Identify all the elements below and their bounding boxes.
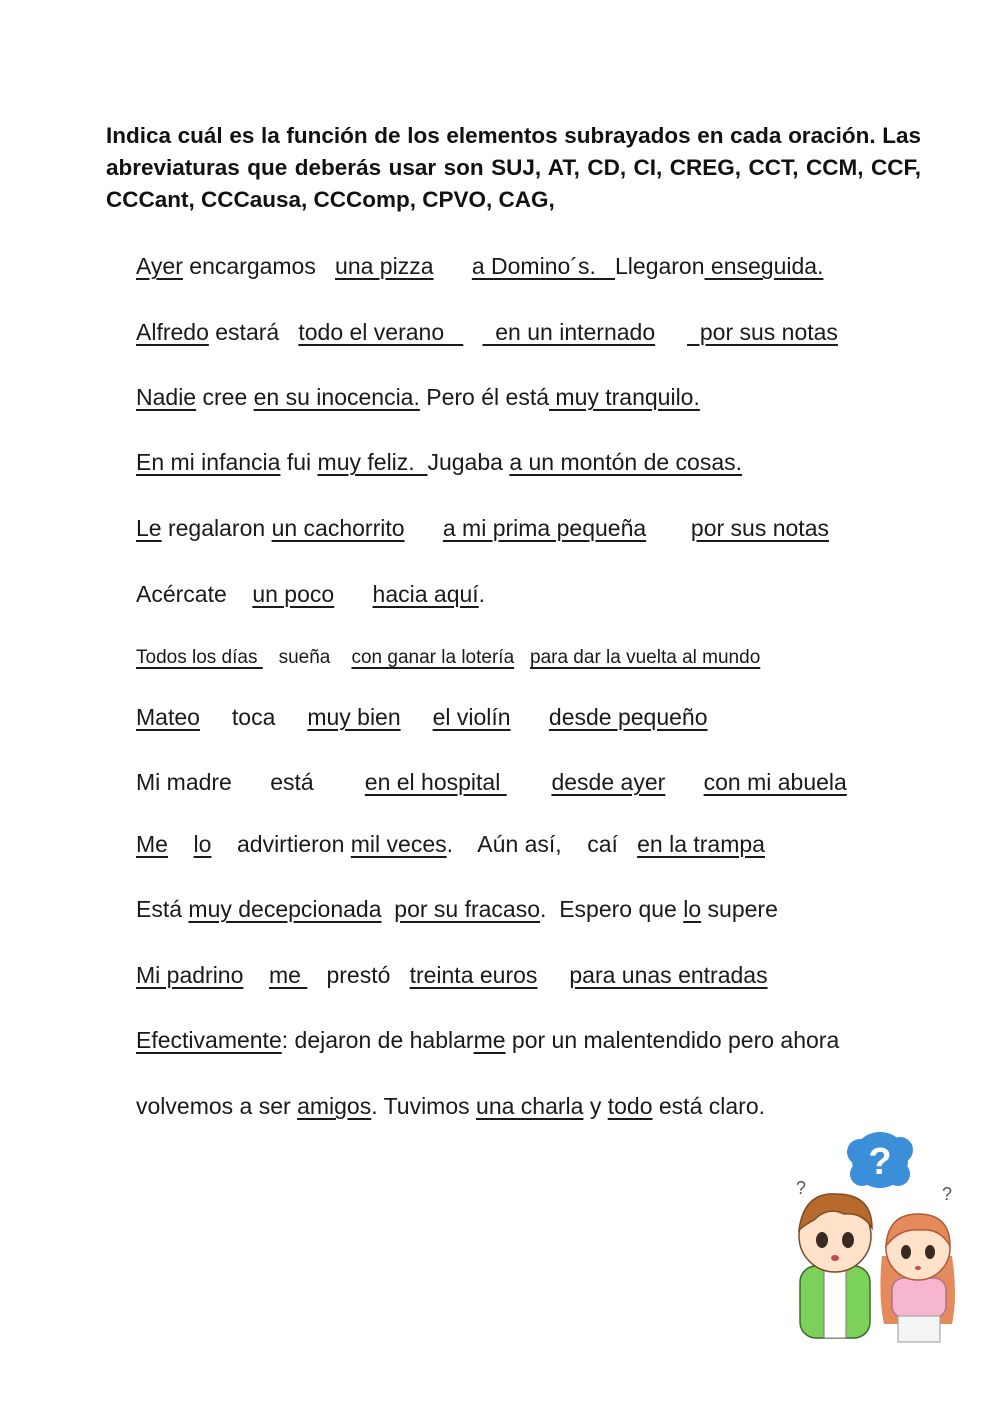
sentence-text: : dejaron de hablar <box>281 1027 474 1053</box>
underlined-element: por sus notas <box>687 319 838 345</box>
sentence-text: Está <box>136 896 189 922</box>
underlined-element: lo <box>193 831 212 857</box>
underlined-element: amigos <box>297 1093 372 1119</box>
sentence-text: advirtieron <box>211 831 351 857</box>
small-question-mark-right: ? <box>942 1184 953 1204</box>
sentence-text <box>507 769 552 795</box>
sentence-text <box>382 896 395 922</box>
underlined-element: con ganar la lotería <box>351 647 515 668</box>
sentence-2 <box>136 318 838 346</box>
sentence-text: . Tuvimos <box>371 1093 477 1119</box>
underlined-element: todo el verano <box>298 319 464 345</box>
sentence-5 <box>136 514 829 542</box>
underlined-element: en el hospital <box>364 769 507 795</box>
underlined-element: para dar la vuelta al mundo <box>530 647 761 668</box>
sentence-text: Jugaba <box>427 449 510 475</box>
instructions-text: Indica cuál es la función de los elementos subrayados en cada oración. Las abreviaturas que deberás usar son SUJ, AT, CD, CI, CREG, CCT, CCM, CCF, CCCant, CCCausa, CCComp, CPVO, CAG, <box>106 123 921 212</box>
sentence-13 <box>136 1026 839 1054</box>
sentence-12 <box>136 961 768 989</box>
underlined-element: el violín <box>432 704 511 730</box>
sentence-text <box>434 253 472 279</box>
girl-figure-icon <box>880 1214 955 1342</box>
underlined-element: para unas entradas <box>569 962 768 988</box>
sentence-text: toca <box>199 704 308 730</box>
underlined-element: Efectivamente <box>136 1027 282 1053</box>
underlined-element: un poco <box>252 581 335 607</box>
sentence-text: cree <box>196 384 254 410</box>
underlined-element: me <box>268 962 308 988</box>
sentence-text <box>514 647 530 668</box>
underlined-element: Me <box>136 831 168 857</box>
underlined-element: mil veces <box>350 831 447 857</box>
sentence-text <box>405 515 443 541</box>
sentence-text <box>401 704 433 730</box>
sentence-text: . <box>478 581 486 607</box>
sentence-text <box>511 704 549 730</box>
underlined-element: muy bien <box>307 704 401 730</box>
sentence-text: y <box>583 1093 608 1119</box>
underlined-element: muy tranquilo. <box>549 384 700 410</box>
sentence-text: Llegaron <box>615 253 705 279</box>
underlined-element: muy feliz. <box>317 449 428 475</box>
underlined-element: enseguida. <box>704 253 824 279</box>
sentence-1 <box>136 252 823 280</box>
underlined-element: me <box>473 1027 506 1053</box>
sentence-text <box>243 962 269 988</box>
sentence-text <box>537 962 569 988</box>
underlined-element: un cachorrito <box>271 515 405 541</box>
underlined-element: Todos los días <box>136 647 263 668</box>
underlined-element: por su fracaso <box>394 896 541 922</box>
sentence-text: . Espero que <box>540 896 684 922</box>
sentence-text <box>463 319 482 345</box>
underlined-element: Ayer <box>136 253 183 279</box>
underlined-element: a un montón de cosas. <box>509 449 743 475</box>
underlined-element: con mi abuela <box>703 769 847 795</box>
sentence-text: supere <box>701 896 778 922</box>
underlined-element: en la trampa <box>637 831 765 857</box>
underlined-element: una charla <box>476 1093 584 1119</box>
sentence-text: Acércate <box>136 581 253 607</box>
sentence-10 <box>136 830 765 858</box>
sentence-4 <box>136 448 742 476</box>
underlined-element: En mi infancia <box>136 449 281 475</box>
small-question-mark-left: ? <box>796 1178 807 1198</box>
underlined-element: Mateo <box>136 704 200 730</box>
underlined-element: en su inocencia. <box>253 384 420 410</box>
sentence-7 <box>136 644 760 672</box>
sentence-11 <box>136 895 778 923</box>
sentence-text <box>168 831 194 857</box>
sentence-text: estará <box>208 319 299 345</box>
sentence-14 <box>136 1092 765 1120</box>
sentence-text: está claro. <box>652 1093 765 1119</box>
underlined-element: treinta euros <box>409 962 538 988</box>
question-mark: ? <box>868 1141 892 1183</box>
underlined-element: desde ayer <box>551 769 666 795</box>
underlined-element: una pizza <box>335 253 434 279</box>
sentence-9 <box>136 768 847 796</box>
underlined-element: Nadie <box>136 384 197 410</box>
sentence-text <box>665 769 703 795</box>
sentence-text <box>655 319 687 345</box>
sentence-text: por un malentendido pero ahora <box>505 1027 840 1053</box>
sentence-text: encargamos <box>182 253 336 279</box>
sentence-text: regalaron <box>161 515 272 541</box>
sentence-text: prestó <box>307 962 410 988</box>
sentence-text <box>646 515 691 541</box>
boy-figure-icon <box>799 1194 872 1338</box>
underlined-element: Mi padrino <box>136 962 244 988</box>
sentence-text: Mi madre está <box>136 769 365 795</box>
underlined-element: lo <box>683 896 702 922</box>
sentence-text: . Aún así, caí <box>446 831 638 857</box>
sentence-text: Pero él está <box>419 384 550 410</box>
underlined-element: por sus notas <box>690 515 829 541</box>
sentence-8 <box>136 703 708 731</box>
underlined-element: muy decepcionada <box>188 896 382 922</box>
underlined-element: a mi prima pequeña <box>442 515 647 541</box>
sentence-3 <box>136 383 700 411</box>
confused-kids-illustration <box>780 1128 960 1348</box>
underlined-element: Alfredo <box>136 319 209 345</box>
underlined-element: desde pequeño <box>548 704 708 730</box>
underlined-element: hacia aquí <box>372 581 479 607</box>
sentence-text: sueña <box>262 647 352 668</box>
sentence-text: fui <box>280 449 318 475</box>
sentence-6 <box>136 580 485 608</box>
underlined-element: Le <box>136 515 162 541</box>
sentence-text <box>334 581 372 607</box>
underlined-element: todo <box>607 1093 653 1119</box>
underlined-element: en un internado <box>482 319 656 345</box>
question-bubble-icon <box>847 1132 913 1188</box>
underlined-element: a Domino´s. <box>471 253 615 279</box>
sentence-text: volvemos a ser <box>136 1093 298 1119</box>
